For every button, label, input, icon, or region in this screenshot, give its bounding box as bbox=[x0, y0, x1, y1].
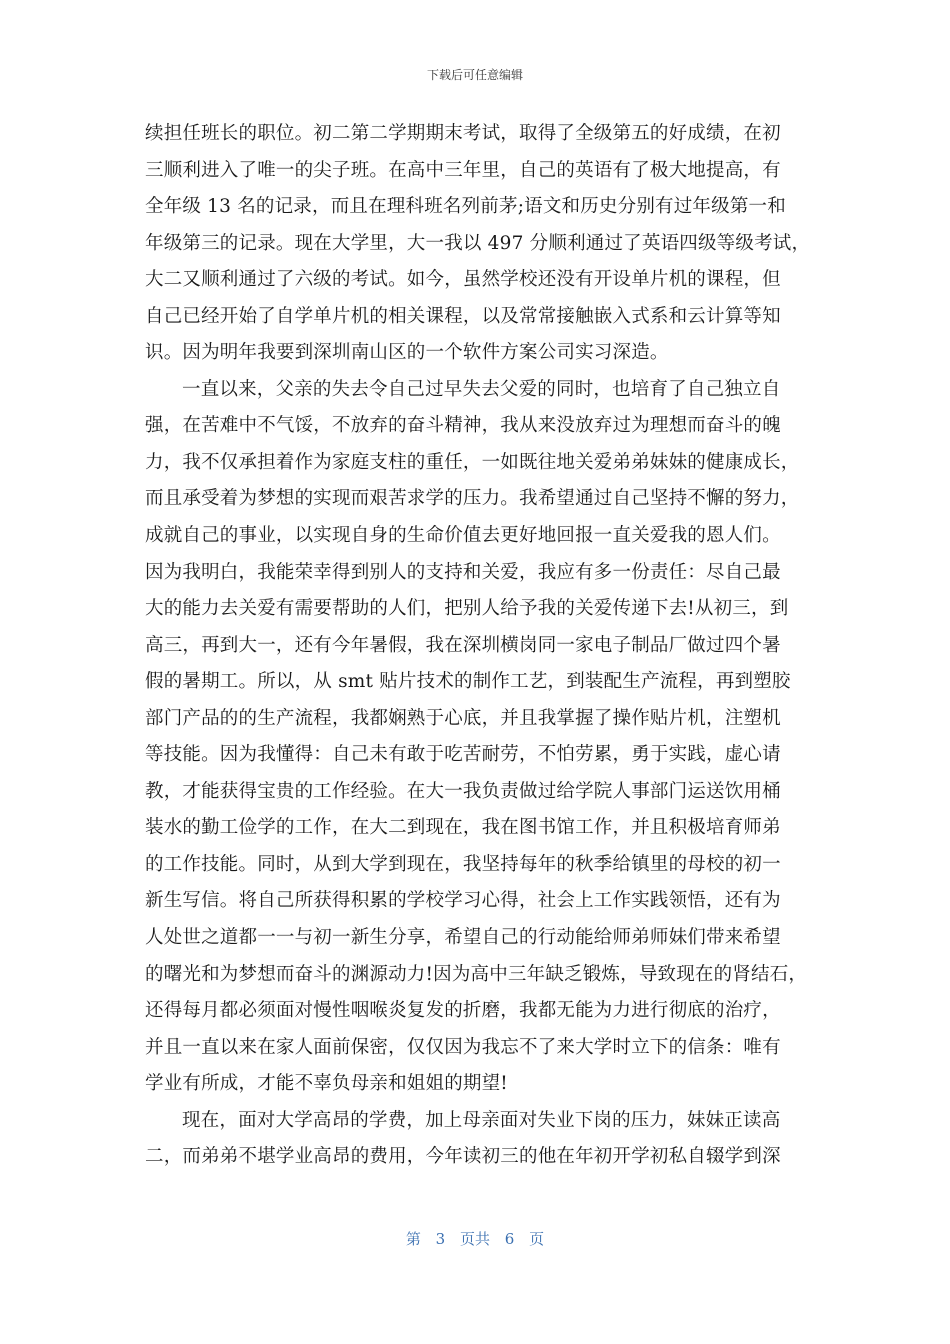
text-line: 因为我明白，我能荣幸得到别人的支持和关爱，我应有多一份责任：尽自己最 bbox=[145, 561, 781, 583]
text-line: 全年级 13 名的记录，而且在理科班名列前茅;语文和历史分别有过年级第一和 bbox=[145, 196, 786, 218]
text-line: 二，而弟弟不堪学业高昂的费用，今年读初三的他在年初开学初私自辍学到深 bbox=[145, 1146, 781, 1168]
text-line: 自己已经开始了自学单片机的相关课程，以及常常接触嵌入式系和云计算等知 bbox=[145, 305, 781, 327]
text-line: 大的能力去关爱有需要帮助的人们，把别人给予我的关爱传递下去!从初三，到 bbox=[145, 598, 789, 620]
text-line: 部门产品的的生产流程，我都娴熟于心底，并且我掌握了操作贴片机，注塑机 bbox=[145, 707, 781, 729]
text-line: 新生写信。将自己所获得积累的学校学习心得，社会上工作实践领悟，还有为 bbox=[145, 890, 781, 912]
text-line: 年级第三的记录。现在大学里，大一我以 497 分顺利通过了英语四级等级考试， bbox=[145, 232, 811, 254]
text-line: 强，在苦难中不气馁，不放弃的奋斗精神，我从来没放弃过为理想而奋斗的魄 bbox=[145, 415, 781, 437]
text-line: 假的暑期工。所以，从 smt 贴片技术的制作工艺，到装配生产流程，再到塑胶 bbox=[145, 671, 791, 693]
text-line: 装水的勤工俭学的工作，在大二到现在，我在图书馆工作，并且积极培育师弟 bbox=[145, 817, 781, 839]
text-line: 成就自己的事业，以实现自身的生命价值去更好地回报一直关爱我的恩人们。 bbox=[145, 525, 781, 547]
text-line: 力，我不仅承担着作为家庭支柱的重任，一如既往地关爱弟弟妹妹的健康成长， bbox=[145, 451, 800, 473]
document-body bbox=[145, 116, 815, 1176]
text-line: 三顺利进入了唯一的尖子班。在高中三年里，自己的英语有了极大地提高，有 bbox=[145, 159, 781, 181]
text-line: 教，才能获得宝贵的工作经验。在大一我负责做过给学院人事部门运送饮用桶 bbox=[145, 780, 781, 802]
text-line: 续担任班长的职位。初二第二学期期末考试，取得了全级第五的好成绩，在初 bbox=[145, 123, 781, 144]
text-line: 大二又顺利通过了六级的考试。如今，虽然学校还没有开设单片机的课程，但 bbox=[145, 269, 781, 291]
text-line: 的工作技能。同时，从到大学到现在，我坚持每年的秋季给镇里的母校的初一 bbox=[145, 853, 781, 875]
text-line: 还得每月都必须面对慢性咽喉炎复发的折磨，我都无能为力进行彻底的治疗， bbox=[145, 1000, 781, 1022]
text-line: 而且承受着为梦想的实现而艰苦求学的压力。我希望通过自己坚持不懈的努力， bbox=[145, 488, 800, 510]
text-line: 现在，面对大学高昂的学费，加上母亲面对失业下岗的压力，妹妹正读高 bbox=[182, 1109, 781, 1131]
text-line: 学业有所成，才能不辜负母亲和姐姐的期望! bbox=[145, 1073, 508, 1095]
text-line: 高三，再到大一，还有今年暑假，我在深圳横岗同一家电子制品厂做过四个暑 bbox=[145, 634, 781, 656]
text-line: 的曙光和为梦想而奋斗的渊源动力!因为高中三年缺乏锻炼，导致现在的肾结石， bbox=[145, 963, 808, 985]
text-line: 识。因为明年我要到深圳南山区的一个软件方案公司实习深造。 bbox=[145, 342, 669, 364]
page-footer: 第 3 页共 6 页 bbox=[405, 1230, 545, 1248]
text-line: 并且一直以来在家人面前保密，仅仅因为我忘不了来大学时立下的信条：唯有 bbox=[145, 1036, 781, 1058]
text-line: 等技能。因为我懂得：自己未有敢于吃苦耐劳，不怕劳累，勇于实践，虚心请 bbox=[145, 744, 781, 766]
text-line: 人处世之道都一一与初一新生分享，希望自己的行动能给师弟师妹们带来希望 bbox=[145, 927, 781, 949]
page-header: 下载后可任意编辑 bbox=[426, 68, 523, 82]
text-line: 一直以来，父亲的失去令自己过早失去父爱的同时，也培育了自己独立自 bbox=[182, 378, 781, 400]
